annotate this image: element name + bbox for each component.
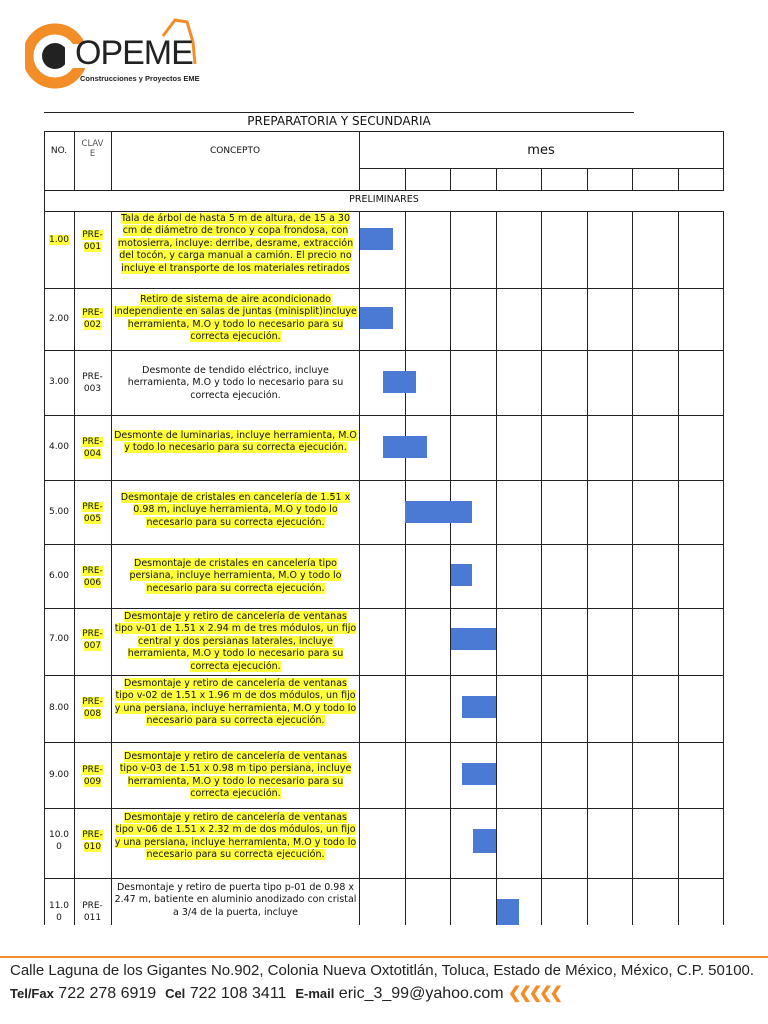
section-title: PRELIMINARES: [349, 194, 419, 205]
row-concept: Desmonte de luminarias, incluye herramienta, M.O y todo lo necesario para su correcta ejecución.: [114, 430, 357, 454]
gantt-bar: [383, 436, 427, 458]
column-header-clave: CLAV E: [81, 139, 104, 159]
row-concept: Tala de árbol de hasta 5 m de altura, de 15 a 30 cm de diámetro de tronco y copa frondosa, con motosierra, incluye: derribe, desrame, extracción del tocón, y carga manual a camión. El precio no incluye el transporte de los materiales retirados: [117, 213, 354, 274]
row-concept: Desmontaje y retiro de puerta tipo p-01 de 0.98 x 2.47 m, batiente en aluminio anodizado con cristal a 3/4 de la puerta, incluye: [114, 882, 357, 918]
row-no: 9.00: [48, 770, 70, 780]
row-clave: PRE- 010: [82, 830, 103, 852]
gantt-bar: [383, 371, 416, 393]
footer-divider: [0, 956, 768, 958]
row-no: 10.0 0: [48, 830, 70, 852]
tel-label: Tel/Fax: [10, 986, 54, 1001]
row-clave: PRE- 007: [82, 629, 103, 651]
cel-value: 722 108 3411: [189, 985, 287, 1002]
row-concept: Desmontaje de cristales en cancelería de 1.51 x 0.98 m, incluye herramienta, M.O y todo lo necesario para su correcta ejecución.: [120, 492, 351, 528]
cel-label: Cel: [165, 986, 186, 1001]
gantt-bar: [405, 501, 472, 523]
row-clave: PRE- 002: [82, 308, 103, 330]
row-clave: PRE- 003: [82, 372, 103, 394]
gantt-bar: [473, 829, 496, 853]
column-header-concepto: CONCEPTO: [209, 146, 261, 156]
footer-contact: [10, 983, 560, 1003]
email-label: E-mail: [295, 986, 335, 1001]
tel-value: 722 278 6919: [58, 985, 157, 1002]
gantt-bar: [462, 696, 496, 718]
row-no: 11.0 0: [48, 901, 70, 923]
row-no: 3.00: [48, 377, 70, 387]
row-no: 2.00: [48, 314, 70, 324]
row-no: 1.00: [48, 235, 70, 245]
row-no: 8.00: [48, 703, 70, 713]
gantt-bar: [451, 628, 496, 650]
chevrons-left-icon: ❮❮❮❮❮: [508, 985, 561, 1002]
row-concept: Desmontaje y retiro de cancelería de ventanas tipo v-02 de 1.51 x 1.96 m de dos módulos, un fijo y una persiana, incluye herramienta, M.O y todo lo necesario para su correcta ejecución.: [114, 678, 357, 727]
row-no: 7.00: [48, 634, 70, 644]
gantt-bar: [360, 307, 393, 329]
footer-address: Calle Laguna de los Gigantes No.902, Colonia Nueva Oxtotitlán, Toluca, Estado de México, México, C.P. 50100.: [10, 962, 755, 979]
row-clave: PRE- 006: [82, 566, 103, 588]
row-clave: PRE- 005: [82, 502, 103, 524]
row-clave: PRE- 004: [82, 437, 103, 459]
email-link[interactable]: eric_3_99@yahoo.com: [338, 985, 504, 1002]
table-title: PREPARATORIA Y SECUNDARIA: [247, 114, 431, 128]
logo-wordmark: OPEME: [75, 34, 193, 72]
column-header-mes: mes: [527, 143, 555, 158]
row-clave: PRE- 008: [82, 697, 103, 719]
row-no: 6.00: [48, 571, 70, 581]
gantt-bar: [497, 899, 519, 925]
row-concept: Retiro de sistema de aire acondicionado independiente en salas de juntas (minisplit)incluye herramienta, M.O y todo lo necesario para su correcta ejecución.: [114, 294, 357, 343]
row-concept: Desmontaje y retiro de cancelería de ventanas tipo v-06 de 1.51 x 2.32 m de dos módulos, un fijo y una persiana, incluye herramienta, M.O y todo lo necesario para su correcta ejecución.: [114, 812, 357, 861]
row-concept: Desmontaje y retiro de cancelería de ventanas tipo v-03 de 1.51 x 0.98 m tipo persiana, incluye herramienta, M.O y todo lo necesario para su correcta ejecución.: [119, 751, 352, 800]
gantt-bar: [360, 228, 393, 250]
gantt-bar: [462, 763, 496, 785]
column-header-no: NO.: [50, 146, 68, 156]
row-concept: Desmontaje y retiro de cancelería de ventanas tipo v-01 de 1.51 x 2.94 m de tres módulos, un fijo central y dos persianas laterales, incluye herramienta, M.O y todo lo necesario para su correcta ejecución.: [114, 611, 357, 672]
gantt-bar: [451, 564, 472, 586]
row-concept: Desmontaje de cristales en cancelería tipo persiana, incluye herramienta, M.O y todo lo necesario para su correcta ejecución.: [129, 558, 342, 594]
row-no: 4.00: [48, 442, 70, 452]
row-no: 5.00: [48, 507, 70, 517]
logo-subtitle: Construcciones y Proyectos EME: [80, 74, 200, 83]
row-clave: PRE- 001: [82, 230, 103, 252]
row-concept: Desmonte de tendido eléctrico, incluye herramienta, M.O y todo lo necesario para su correcta ejecución.: [127, 365, 344, 401]
row-clave: PRE- 011: [82, 901, 103, 923]
row-clave: PRE- 009: [82, 765, 103, 787]
